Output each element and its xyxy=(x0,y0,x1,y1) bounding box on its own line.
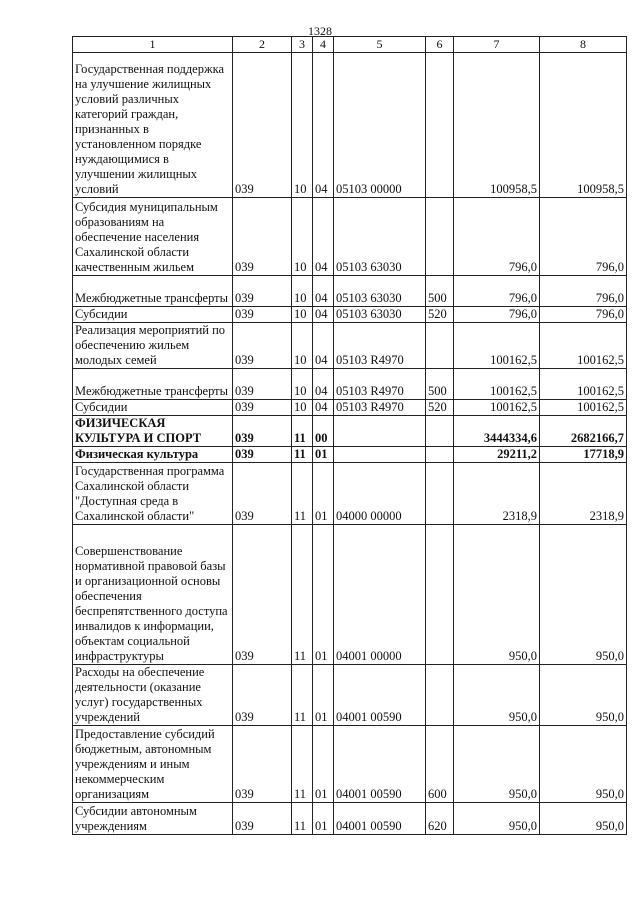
table-row xyxy=(73,447,627,463)
ministry-code: 039 xyxy=(233,416,292,447)
expense-type-code xyxy=(426,463,454,525)
amount-column-7: 29211,2 xyxy=(454,447,540,463)
target-item-code: 05103 R4970 xyxy=(334,323,426,369)
row-description: Государственная поддержка на улучшение жилищных условий различных категорий граждан, признанных в установленном порядке нуждающимися в улучшении жилищных условий xyxy=(73,53,233,198)
table-row xyxy=(73,276,627,307)
amount-column-8: 796,0 xyxy=(540,307,627,323)
expense-type-code xyxy=(426,323,454,369)
expense-type-code xyxy=(426,198,454,276)
amount-column-7: 100958,5 xyxy=(454,53,540,198)
section-code: 11 xyxy=(292,463,313,525)
table-row xyxy=(73,726,627,803)
expense-type-code xyxy=(426,53,454,198)
amount-column-8: 100162,5 xyxy=(540,369,627,400)
section-code: 10 xyxy=(292,307,313,323)
section-code: 10 xyxy=(292,400,313,416)
row-description: Совершенствование нормативной правовой базы и организационной основы обеспечения беспрепятственного доступа инвалидов к информации, объектам социальной инфраструктуры xyxy=(73,525,233,665)
amount-column-7: 3444334,6 xyxy=(454,416,540,447)
row-description: Субсидии автономным учреждениям xyxy=(73,803,233,835)
page-number: 1328 xyxy=(308,24,332,38)
subsection-code: 04 xyxy=(313,276,334,307)
section-code: 10 xyxy=(292,369,313,400)
ministry-code: 039 xyxy=(233,369,292,400)
target-item-code: 05103 R4970 xyxy=(334,400,426,416)
expense-type-code: 620 xyxy=(426,803,454,835)
table-row xyxy=(73,665,627,726)
expense-type-code xyxy=(426,416,454,447)
row-description: Государственная программа Сахалинской области "Доступная среда в Сахалинской области" xyxy=(73,463,233,525)
target-item-code: 04001 00590 xyxy=(334,726,426,803)
ministry-code: 039 xyxy=(233,525,292,665)
amount-column-8: 2682166,7 xyxy=(540,416,627,447)
expense-type-code: 520 xyxy=(426,307,454,323)
amount-column-7: 796,0 xyxy=(454,307,540,323)
target-item-code: 04001 00590 xyxy=(334,803,426,835)
section-code: 11 xyxy=(292,447,313,463)
column-header: 6 xyxy=(426,37,454,53)
section-code: 10 xyxy=(292,198,313,276)
column-header: 1 xyxy=(73,37,233,53)
table-row xyxy=(73,307,627,323)
budget-table xyxy=(72,36,627,835)
table-header-row xyxy=(73,37,627,53)
amount-column-8: 796,0 xyxy=(540,198,627,276)
row-description: ФИЗИЧЕСКАЯ КУЛЬТУРА И СПОРТ xyxy=(73,416,233,447)
column-header: 7 xyxy=(454,37,540,53)
subsection-code: 04 xyxy=(313,400,334,416)
column-header: 2 xyxy=(233,37,292,53)
row-description: Предоставление субсидий бюджетным, автономным учреждениям и иным некоммерческим организациям xyxy=(73,726,233,803)
amount-column-7: 2318,9 xyxy=(454,463,540,525)
amount-column-8: 100958,5 xyxy=(540,53,627,198)
expense-type-code: 500 xyxy=(426,369,454,400)
row-description: Физическая культура xyxy=(73,447,233,463)
target-item-code xyxy=(334,447,426,463)
ministry-code: 039 xyxy=(233,665,292,726)
ministry-code: 039 xyxy=(233,400,292,416)
subsection-code: 01 xyxy=(313,525,334,665)
subsection-code: 04 xyxy=(313,307,334,323)
table-row xyxy=(73,463,627,525)
amount-column-7: 796,0 xyxy=(454,198,540,276)
section-code: 11 xyxy=(292,803,313,835)
amount-column-8: 100162,5 xyxy=(540,400,627,416)
subsection-code: 04 xyxy=(313,198,334,276)
section-code: 11 xyxy=(292,665,313,726)
subsection-code: 01 xyxy=(313,463,334,525)
expense-type-code: 500 xyxy=(426,276,454,307)
amount-column-7: 950,0 xyxy=(454,665,540,726)
amount-column-7: 950,0 xyxy=(454,525,540,665)
subsection-code: 01 xyxy=(313,665,334,726)
table-row xyxy=(73,53,627,198)
amount-column-7: 100162,5 xyxy=(454,323,540,369)
expense-type-code: 600 xyxy=(426,726,454,803)
table-row xyxy=(73,198,627,276)
section-code: 10 xyxy=(292,53,313,198)
row-description: Межбюджетные трансферты xyxy=(73,276,233,307)
expense-type-code: 520 xyxy=(426,400,454,416)
row-description: Реализация мероприятий по обеспечению жильем молодых семей xyxy=(73,323,233,369)
subsection-code: 04 xyxy=(313,323,334,369)
target-item-code: 05103 63030 xyxy=(334,276,426,307)
amount-column-7: 796,0 xyxy=(454,276,540,307)
amount-column-7: 950,0 xyxy=(454,726,540,803)
subsection-code: 01 xyxy=(313,726,334,803)
section-code: 10 xyxy=(292,276,313,307)
column-header: 8 xyxy=(540,37,627,53)
target-item-code: 05103 R4970 xyxy=(334,369,426,400)
target-item-code: 05103 63030 xyxy=(334,307,426,323)
amount-column-8: 950,0 xyxy=(540,525,627,665)
table-row xyxy=(73,369,627,400)
table-row xyxy=(73,416,627,447)
amount-column-8: 950,0 xyxy=(540,665,627,726)
target-item-code xyxy=(334,416,426,447)
row-description: Субсидии xyxy=(73,400,233,416)
expense-type-code xyxy=(426,665,454,726)
amount-column-8: 2318,9 xyxy=(540,463,627,525)
target-item-code: 05103 63030 xyxy=(334,198,426,276)
ministry-code: 039 xyxy=(233,53,292,198)
column-header: 5 xyxy=(334,37,426,53)
subsection-code: 00 xyxy=(313,416,334,447)
section-code: 11 xyxy=(292,525,313,665)
table-row xyxy=(73,323,627,369)
expense-type-code xyxy=(426,525,454,665)
subsection-code: 01 xyxy=(313,447,334,463)
section-code: 11 xyxy=(292,416,313,447)
section-code: 10 xyxy=(292,323,313,369)
subsection-code: 01 xyxy=(313,803,334,835)
row-description: Расходы на обеспечение деятельности (оказание услуг) государственных учреждений xyxy=(73,665,233,726)
ministry-code: 039 xyxy=(233,198,292,276)
amount-column-8: 950,0 xyxy=(540,726,627,803)
amount-column-8: 100162,5 xyxy=(540,323,627,369)
amount-column-7: 950,0 xyxy=(454,803,540,835)
row-description: Субсидия муниципальным образованиям на обеспечение населения Сахалинской области качественным жильем xyxy=(73,198,233,276)
column-header: 3 xyxy=(292,37,313,53)
table-row xyxy=(73,525,627,665)
ministry-code: 039 xyxy=(233,276,292,307)
column-header: 4 xyxy=(313,37,334,53)
row-description: Межбюджетные трансферты xyxy=(73,369,233,400)
section-code: 11 xyxy=(292,726,313,803)
ministry-code: 039 xyxy=(233,307,292,323)
ministry-code: 039 xyxy=(233,803,292,835)
amount-column-8: 17718,9 xyxy=(540,447,627,463)
amount-column-8: 796,0 xyxy=(540,276,627,307)
amount-column-7: 100162,5 xyxy=(454,400,540,416)
target-item-code: 04000 00000 xyxy=(334,463,426,525)
row-description: Субсидии xyxy=(73,307,233,323)
ministry-code: 039 xyxy=(233,323,292,369)
ministry-code: 039 xyxy=(233,463,292,525)
target-item-code: 04001 00590 xyxy=(334,665,426,726)
subsection-code: 04 xyxy=(313,369,334,400)
table-row xyxy=(73,400,627,416)
target-item-code: 04001 00000 xyxy=(334,525,426,665)
ministry-code: 039 xyxy=(233,726,292,803)
table-row xyxy=(73,803,627,835)
ministry-code: 039 xyxy=(233,447,292,463)
amount-column-8: 950,0 xyxy=(540,803,627,835)
target-item-code: 05103 00000 xyxy=(334,53,426,198)
subsection-code: 04 xyxy=(313,53,334,198)
amount-column-7: 100162,5 xyxy=(454,369,540,400)
expense-type-code xyxy=(426,447,454,463)
